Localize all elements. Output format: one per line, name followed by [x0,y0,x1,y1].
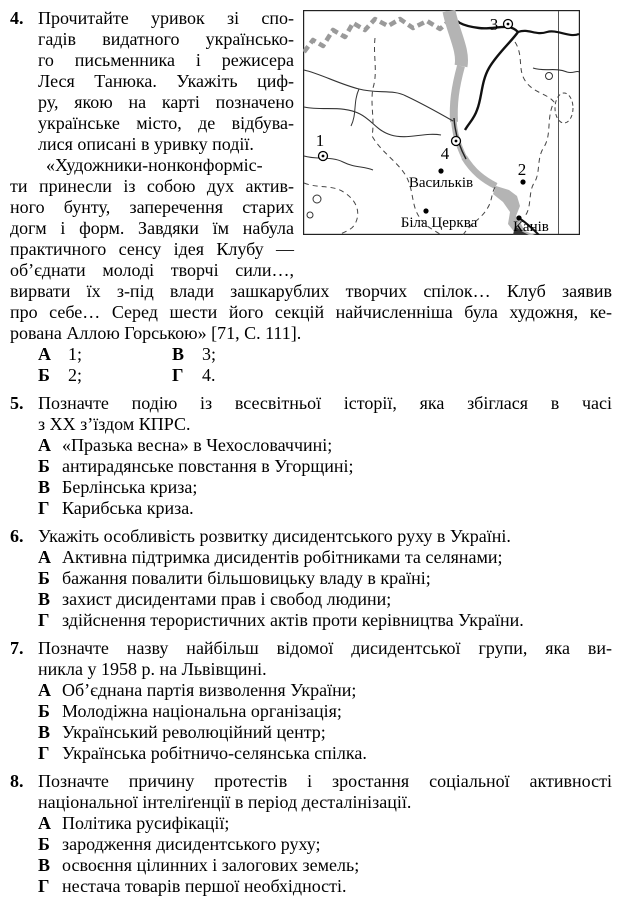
dnipro-river-mid [454,66,461,122]
question-stem-line: Укажіть особливість розвитку дисидентського руху в Україні. [38,526,511,546]
question-number: 5. [10,393,24,413]
oblast-border-2 [304,183,358,235]
point-marker-2 [518,160,527,185]
city-label-vasylkiv: Васильків [408,175,474,191]
question-number: 6. [10,526,24,546]
point-label-2: 2 [517,160,527,179]
oblast-border-5 [555,93,573,123]
river-branch [518,31,579,35]
tributary-3 [304,156,373,170]
point-marker-3 [490,15,513,34]
option-letter: Б [38,834,50,854]
question-stem-line: Прочитайте уривок зі спо- [38,8,294,28]
question-number: 8. [10,771,24,791]
answer-option [38,477,612,498]
state-border [304,19,450,52]
option-letter: Б [38,701,50,721]
point-label-4: 4 [440,144,450,163]
answer-option [38,680,612,701]
option-text: Український революційний центр; [62,722,326,742]
city-label-kaniv: Канів [513,219,549,235]
option-text: зародження дисидентського руху; [62,834,321,854]
map-border [304,11,580,235]
answer-option [38,610,612,631]
question-8 [10,771,612,897]
option-value-b: 2; [68,365,83,385]
map-figure [303,10,580,235]
quote-line: об’єднати молоді творчі сили…, [10,260,294,280]
question-5 [10,393,612,519]
answer-option [38,722,612,743]
option-text: Об’єднана партія визволення України; [62,680,357,700]
option-letter: Г [38,610,50,630]
answer-option [38,743,612,764]
answer-option [38,547,612,568]
option-text: нестача товарів першої необхідності. [62,876,347,896]
point-label-3: 3 [489,15,499,34]
question-stem-line: Позначте причину протестів і зростання соціальної активності [38,771,612,791]
option-letter: В [38,477,51,497]
tributary-5 [533,68,579,73]
question-6 [10,526,612,631]
point-label-1: 1 [315,131,325,150]
lake-3 [546,73,553,80]
option-letter-v: В [172,344,185,364]
option-text: здійснення терористичних актів проти керівництва України. [62,610,524,630]
city-kaniv [513,215,549,235]
dnipro-river-upper [449,11,462,66]
question-4-options [38,344,612,386]
option-text: «Празька весна» в Чехословаччині; [62,435,333,455]
question-stem-line: з ХХ з’їздом КПРС. [38,414,191,434]
option-letter: В [38,589,51,609]
option-text: захист дисидентами прав і свобод людини; [62,589,392,609]
option-text: Берлінська криза; [62,477,198,497]
question-stem-line: Позначте назву найбільш відомої дисидентської групи, яка ви- [38,638,612,658]
question-4 [10,8,612,386]
answer-option [38,456,612,477]
option-letter: Б [38,456,50,476]
option-letter: А [38,547,51,567]
answer-option [38,435,612,456]
city-bila-tserkva [401,208,478,231]
question-stem-line: го письменника і режисера [38,50,294,70]
tributary-4 [351,89,359,126]
option-letter: В [38,722,51,742]
map-svg [303,10,580,235]
answer-option [38,498,612,519]
city-label-bila-tserkva: Біла Церква [400,215,478,231]
question-stem-line: українське місто, де відбува- [38,113,294,133]
option-letter: А [38,813,51,833]
question-stem-line: лися описані в уривку події. [38,134,254,154]
quote-line: ти принесли із собою дух актив- [10,176,294,196]
answer-option [38,876,612,897]
answer-option [38,813,612,834]
quote-line: «Художники-нонконформіс- [46,155,263,175]
option-letter: В [38,855,51,875]
quote-line-wide: рована Аллою Горською» [71, С. 111]. [10,323,302,343]
question-stem-line: никла у 1958 р. на Львівщині. [38,659,267,679]
option-text: Політика русифікації; [62,813,230,833]
tributary-1 [304,70,453,121]
question-stem-line: Позначте подію із всесвітньої історії, яка збіглася в часі [38,393,612,413]
lake-1 [313,195,321,203]
answer-option [38,589,612,610]
option-text: Українська робітничо-селянська спілка. [62,743,367,763]
quote-line: догм і форм. Завдяки їм набула [10,218,294,238]
option-letter: Г [38,876,50,896]
option-text: Молодіжна національна організація; [62,701,342,721]
option-letter-b: Б [38,365,50,385]
question-stem-line: Леся Танюка. Укажіть циф- [38,71,294,91]
question-number: 7. [10,638,24,658]
option-value-a: 1; [68,344,83,364]
quote-line-wide: про себе… Серед шести його секцій найчисленніша була художня, ке- [10,302,612,322]
answer-option [38,834,612,855]
question-stem-line: ру, якою на карті позначено [38,92,294,112]
option-value-g: 4. [202,365,216,385]
option-letter-a: А [38,344,51,364]
option-text: антирадянське повстання в Угорщині; [62,456,354,476]
quote-line-wide: вирвати їх з-під влади зашкарублих творчих спілок… Клуб заявив [10,281,612,301]
city-vasylkiv [409,168,473,191]
answer-option [38,701,612,722]
option-value-v: 3; [202,344,217,364]
quote-line: практичного сенсу ідея Клубу — [10,239,294,259]
question-number: 4. [10,8,24,28]
option-text: Карибська криза. [62,498,194,518]
question-7 [10,638,612,764]
option-text: Активна підтримка дисидентів робітниками та селянами; [62,547,503,567]
option-letter: Г [38,743,50,763]
option-letter: Б [38,568,50,588]
question-stem-line: гадів видатного українсько- [38,29,294,49]
option-text: бажання повалити більшовицьку владу в країні; [62,568,431,588]
point-marker-1 [316,131,328,161]
lake-2 [307,212,313,218]
option-text: освоєння цілинних і залогових земель; [62,855,360,875]
option-letter: Г [38,498,50,518]
point-marker-4 [441,137,461,164]
answer-option [38,568,612,589]
option-letter-g: Г [172,365,184,385]
quote-line: ного бунту, заперечення старих [10,197,294,217]
option-letter: А [38,680,51,700]
question-stem-line: національної інтеліґенції в період десталінізації. [38,792,412,812]
option-letter: А [38,435,51,455]
answer-option [38,855,612,876]
